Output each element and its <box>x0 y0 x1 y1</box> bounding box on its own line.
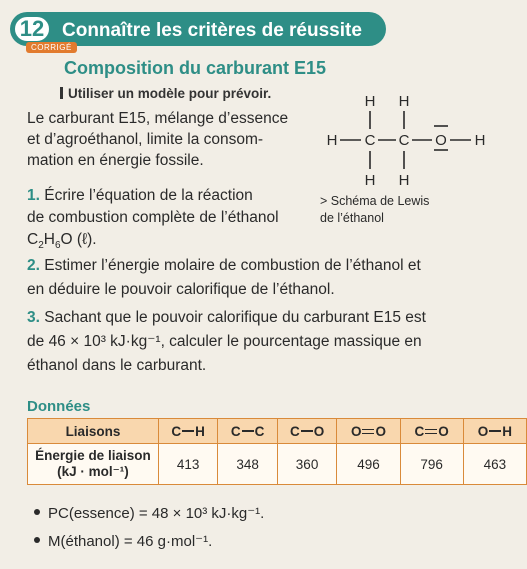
intro-line: mation en énergie fossile. <box>27 152 204 169</box>
question-number: 3. <box>27 309 40 326</box>
question-number: 2. <box>27 257 40 274</box>
lewis-caption <box>320 193 429 227</box>
question-text: éthanol dans le carburant. <box>27 357 207 374</box>
bond-energy-value: 360 <box>277 444 337 485</box>
table-row-label: Énergie de liaison (kJ · mol⁻¹) <box>28 444 159 485</box>
data-bullets <box>34 500 264 556</box>
intro-line: et d’agroéthanol, limite la consom- <box>27 131 264 148</box>
question-1 <box>27 185 327 257</box>
lewis-atom-c: C <box>364 132 376 149</box>
lewis-atom-h: H <box>364 93 376 110</box>
lewis-atom-h: H <box>398 93 410 110</box>
table-header-label: Liaisons <box>28 419 159 444</box>
ethanol-formula: $C_2H_6O$ (ℓ). <box>27 231 97 252</box>
bond-energy-value: 796 <box>400 444 463 485</box>
lewis-atom-h: H <box>398 172 410 189</box>
calorific-value: 46 × 10³ kJ·kg⁻¹ <box>48 333 161 350</box>
bond-energy-value: 496 <box>337 444 400 485</box>
question-text: de <box>27 333 45 350</box>
question-text: , calculer le pourcentage massique en <box>160 333 422 350</box>
question-number: 1. <box>27 187 40 204</box>
lewis-structure-ethanol <box>318 90 498 190</box>
intro-text <box>27 108 317 171</box>
intro-line: Le carburant E15, mélange d’essence <box>27 110 289 127</box>
question-3 <box>27 306 517 378</box>
corrige-badge[interactable]: CORRIGÉ <box>26 42 77 53</box>
exercise-subtitle: Composition du carburant E15 <box>64 58 327 78</box>
list-item: M(éthanol) = 46 g·mol⁻¹. <box>34 528 264 556</box>
bond-cell: C C <box>218 419 277 444</box>
lewis-atom-c: C <box>398 132 410 149</box>
bond-energy-value: 348 <box>218 444 277 485</box>
bond-energy-value: 463 <box>463 444 526 485</box>
exercise-title: Connaître les critères de réussite <box>62 20 362 41</box>
question-2 <box>27 254 517 302</box>
table-row <box>28 419 527 444</box>
lewis-atom-h: H <box>474 132 486 149</box>
bond-cell: O H <box>463 419 526 444</box>
list-item: PC(essence) = 48 × 10³ kJ·kg⁻¹. <box>34 500 264 528</box>
lewis-atom-o: O <box>435 132 447 149</box>
bond-cell: C H <box>158 419 217 444</box>
bond-cell: C O <box>400 419 463 444</box>
hint-text: Utiliser un modèle pour prévoir. <box>68 86 272 101</box>
bond-energy-table <box>27 418 527 485</box>
bond-cell: O O <box>337 419 400 444</box>
hint-bar-icon <box>60 87 63 99</box>
question-text: Écrire l’équation de la réaction <box>44 187 253 204</box>
question-text: en déduire le pouvoir calorifique de l’éthanol. <box>27 281 335 298</box>
method-hint <box>60 86 271 101</box>
exercise-number: 12 <box>12 14 52 44</box>
lewis-atom-h: H <box>364 172 376 189</box>
bond-cell: C O <box>277 419 337 444</box>
data-section-title: Données <box>27 398 91 415</box>
bullet-icon <box>34 509 40 515</box>
lewis-atom-h: H <box>326 132 338 149</box>
lewis-caption-line: de l’éthanol <box>320 211 384 225</box>
question-text: Sachant que le pouvoir calorifique du carburant E15 est <box>44 309 426 326</box>
table-row <box>28 444 527 485</box>
bullet-icon <box>34 537 40 543</box>
question-text: Estimer l’énergie molaire de combustion de l’éthanol et <box>44 257 421 274</box>
bond-energy-value: 413 <box>158 444 217 485</box>
question-text: de combustion complète de l’éthanol <box>27 209 279 226</box>
lewis-caption-line: > Schéma de Lewis <box>320 194 430 208</box>
